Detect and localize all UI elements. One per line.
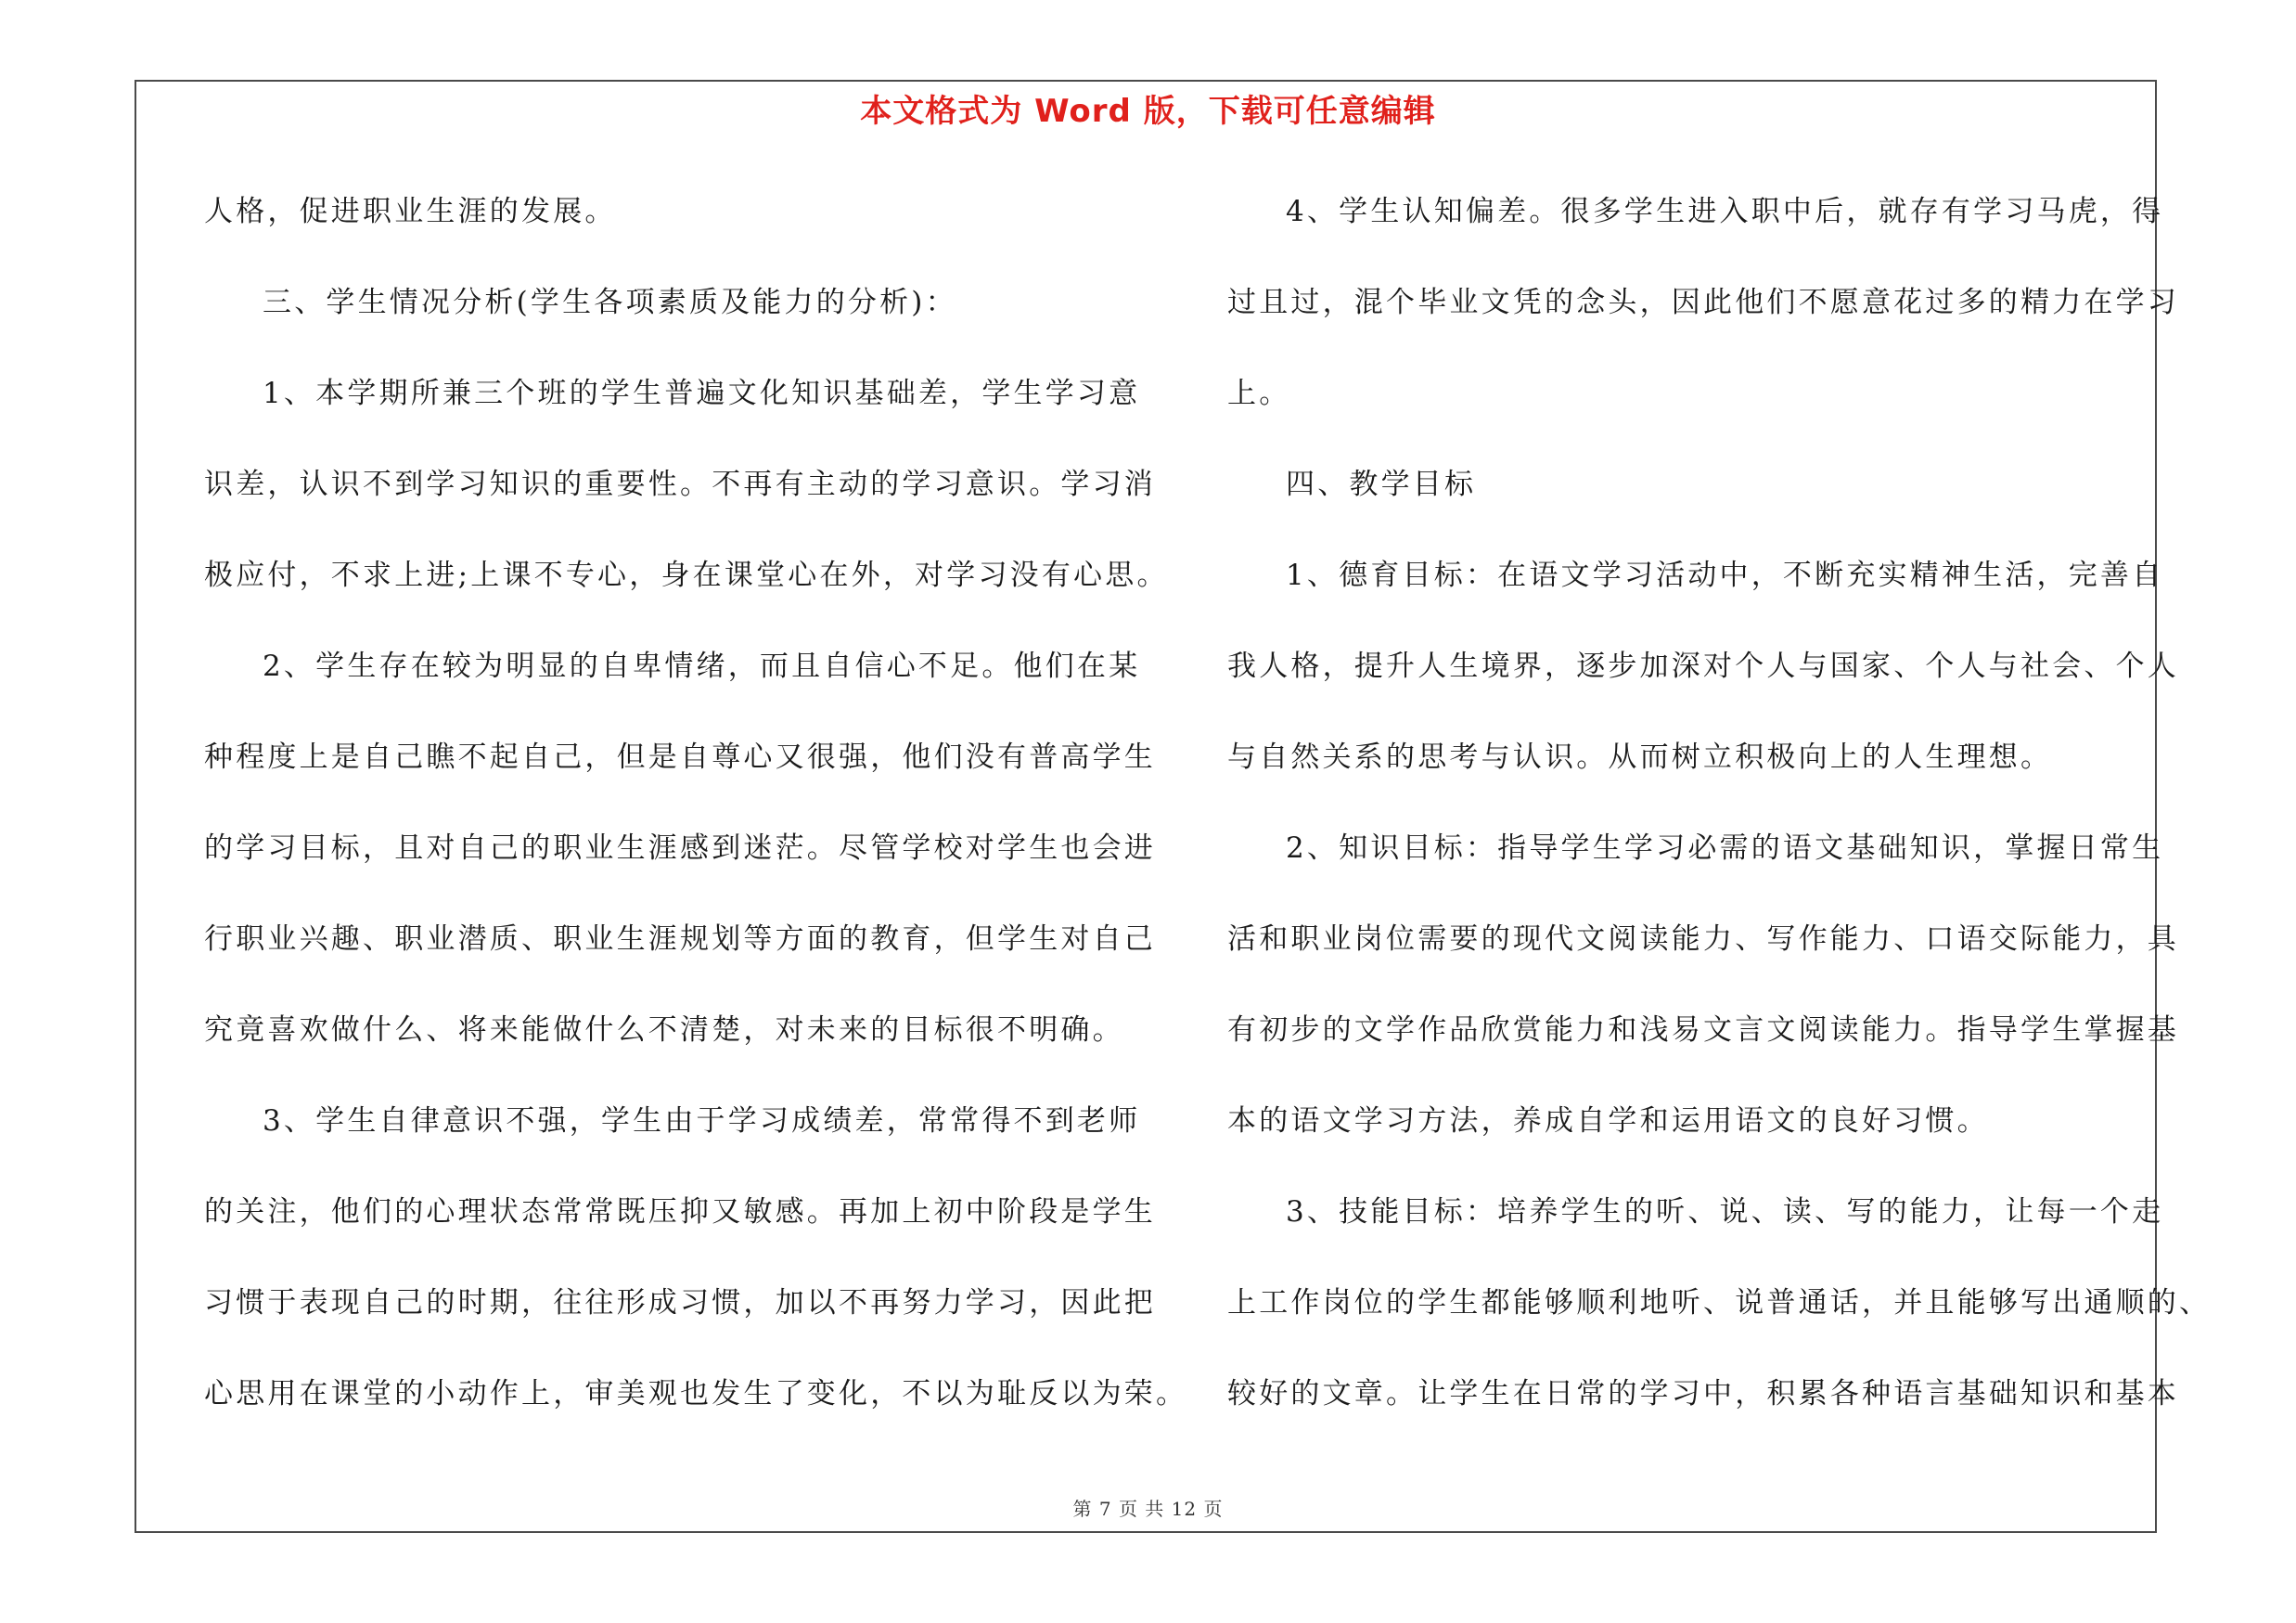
paragraph-start: 2、知识目标：指导学生学习必需的语文基础知识，掌握日常生 [1286,831,2164,865]
text-line: 有初步的文学作品欣赏能力和浅易文言文阅读能力。指导学生掌握基 [1227,1013,2179,1047]
text-line: 活和职业岗位需要的现代文阅读能力、写作能力、口语交际能力，具 [1227,922,2179,956]
text-line: 种程度上是自己瞧不起自己，但是自尊心又很强，他们没有普高学生 [204,741,1156,774]
text-line: 上工作岗位的学生都能够顺利地听、说普通话，并且能够写出通顺的、 [1227,1286,2212,1320]
text-line: 较好的文章。让学生在日常的学习中，积累各种语言基础知识和基本 [1227,1377,2179,1410]
paragraph-start: 1、德育目标：在语文学习活动中，不断充实精神生活，完善自 [1286,559,2164,592]
text-line: 的关注，他们的心理状态常常既压抑又敏感。再加上初中阶段是学生 [204,1195,1156,1229]
text-line: 心思用在课堂的小动作上，审美观也发生了变化，不以为耻反以为荣。 [204,1377,1188,1410]
paragraph-start: 2、学生存在较为明显的自卑情绪，而且自信心不足。他们在某 [263,650,1141,683]
text-line: 究竟喜欢做什么、将来能做什么不清楚，对未来的目标很不明确。 [204,1013,1124,1047]
text-line: 人格，促进职业生涯的发展。 [204,195,617,228]
right-column [1227,179,2212,1452]
text-line: 我人格，提升人生境界，逐步加深对个人与国家、个人与社会、个人 [1227,650,2179,683]
page-number-footer: 第 7 页 共 12 页 [1072,1498,1224,1520]
text-line: 习惯于表现自己的时期，往往形成习惯，加以不再努力学习，因此把 [204,1286,1156,1320]
text-line: 过且过，混个毕业文凭的念头，因此他们不愿意花过多的精力在学习 [1227,286,2179,319]
paragraph-start: 1、本学期所兼三个班的学生普遍文化知识基础差，学生学习意 [263,377,1141,410]
header-banner: 本文格式为 Word 版，下载可任意编辑 [860,93,1436,130]
text-line: 极应付，不求上进;上课不专心，身在课堂心在外，对学习没有心思。 [204,559,1169,592]
section-heading: 三、学生情况分析(学生各项素质及能力的分析)： [263,286,957,319]
text-line: 行职业兴趣、职业潜质、职业生涯规划等方面的教育，但学生对自己 [204,922,1156,956]
left-column [204,179,1188,1452]
paragraph-start: 3、技能目标：培养学生的听、说、读、写的能力，让每一个走 [1286,1195,2164,1229]
text-line: 上。 [1227,377,1291,410]
text-line: 识差，认识不到学习知识的重要性。不再有主动的学习意识。学习消 [204,468,1156,501]
paragraph-start: 3、学生自律意识不强，学生由于学习成绩差，常常得不到老师 [263,1104,1141,1138]
text-line: 本的语文学习方法，养成自学和运用语文的良好习惯。 [1227,1104,1989,1138]
text-line: 与自然关系的思考与认识。从而树立积极向上的人生理想。 [1227,741,2053,774]
paragraph-start: 4、学生认知偏差。很多学生进入职中后，就存有学习马虎，得 [1286,195,2164,228]
section-heading: 四、教学目标 [1286,468,1477,501]
text-line: 的学习目标，且对自己的职业生涯感到迷茫。尽管学校对学生也会进 [204,831,1156,865]
